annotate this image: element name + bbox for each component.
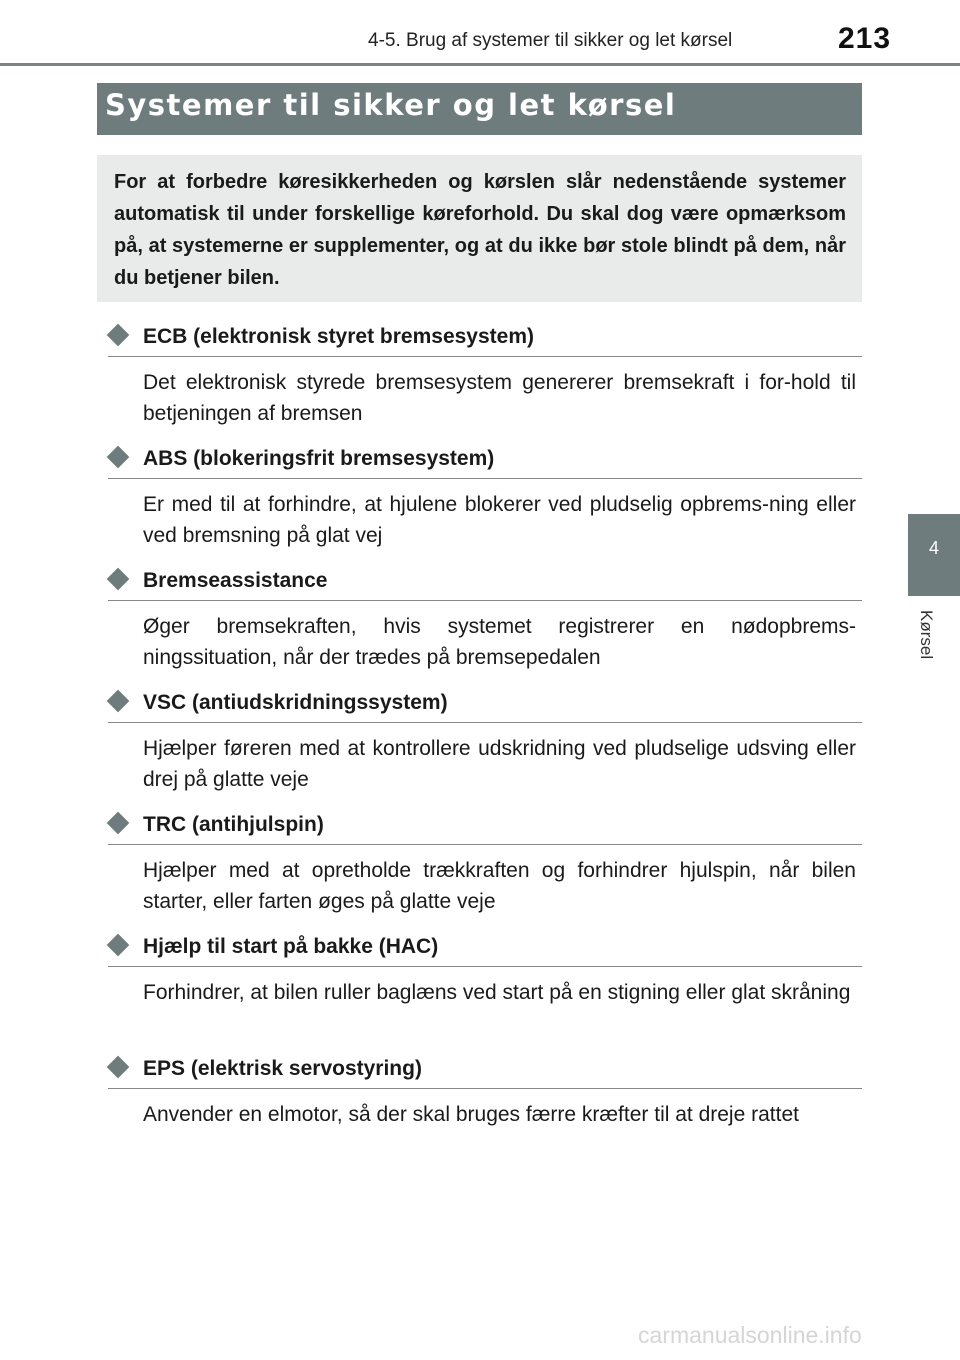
section-eps [108, 1048, 862, 1170]
chapter-tab [908, 514, 960, 596]
diamond-bullet-icon [107, 690, 130, 713]
section-hac [108, 926, 862, 1048]
section-body: Anvender en elmotor, så der skal bruges færre kræfter til at dreje rattet [143, 1103, 799, 1126]
section-body: Øger bremsekraften, hvis systemet registrerer en nødopbrems-ningssituation, når der trædes på bremsepedalen [143, 615, 856, 669]
section-heading-text: ECB (elektronisk styret bremsesystem) [143, 325, 535, 348]
diamond-bullet-icon [107, 446, 130, 469]
section-heading [108, 682, 862, 723]
intro-box [97, 155, 862, 302]
section-heading [108, 1048, 862, 1089]
section-body: Det elektronisk styrede bremsesystem genererer bremsekraft i for-hold til betjeningen af bremsen [143, 371, 856, 425]
section-body: Hjælper føreren med at kontrollere udskridning ved pludselige udsving eller drej på glatte veje [143, 737, 856, 791]
section-heading-text: Hjælp til start på bakke (HAC) [143, 935, 439, 958]
watermark: carmanualsonline.info [638, 1322, 862, 1348]
diamond-bullet-icon [107, 568, 130, 591]
intro-text: For at forbedre køresikkerheden og kørslen slår nedenstående systemer automatisk til under forskellige køreforhold. Du skal dog være opmærksom på, at systemerne er supplementer, og at du ikke bør stole blindt på dem, når du betjener bilen. [114, 171, 846, 289]
section-body: Forhindrer, at bilen ruller baglæns ved start på en stigning eller glat skråning [143, 981, 851, 1004]
section-heading-text: VSC (antiudskridningssystem) [143, 691, 448, 714]
page-number: 213 [838, 22, 892, 55]
diamond-bullet-icon [107, 812, 130, 835]
chapter-number: 4 [928, 538, 939, 558]
header-rule [0, 63, 960, 66]
section-trc [108, 804, 862, 926]
section-heading-text: Bremseassistance [143, 569, 328, 592]
section-brake-assist [108, 560, 862, 682]
section-body: Hjælper med at opretholde trækkraften og forhindrer hjulspin, når bilen starter, eller farten øges på glatte veje [143, 859, 856, 913]
chapter-label: Kørsel [917, 610, 936, 660]
section-heading [108, 316, 862, 357]
diamond-bullet-icon [107, 324, 130, 347]
section-heading-text: EPS (elektrisk servostyring) [143, 1057, 422, 1080]
section-ecb [108, 316, 862, 438]
section-body: Er med til at forhindre, at hjulene blokerer ved pludselig opbrems-ning eller ved bremsning på glat vej [143, 493, 856, 547]
section-heading-text: TRC (antihjulspin) [143, 813, 324, 836]
diamond-bullet-icon [107, 1056, 130, 1079]
section-vsc [108, 682, 862, 804]
sections-list [108, 316, 862, 1170]
diamond-bullet-icon [107, 934, 130, 957]
page-title: Systemer til sikker og let kørsel [105, 88, 677, 122]
section-heading [108, 560, 862, 601]
title-bar [97, 83, 862, 135]
section-heading [108, 926, 862, 967]
section-heading [108, 438, 862, 479]
section-heading-text: ABS (blokeringsfrit bremsesystem) [143, 447, 495, 470]
section-abs [108, 438, 862, 560]
section-heading [108, 804, 862, 845]
header-section-title: 4-5. Brug af systemer til sikker og let kørsel [368, 30, 733, 51]
